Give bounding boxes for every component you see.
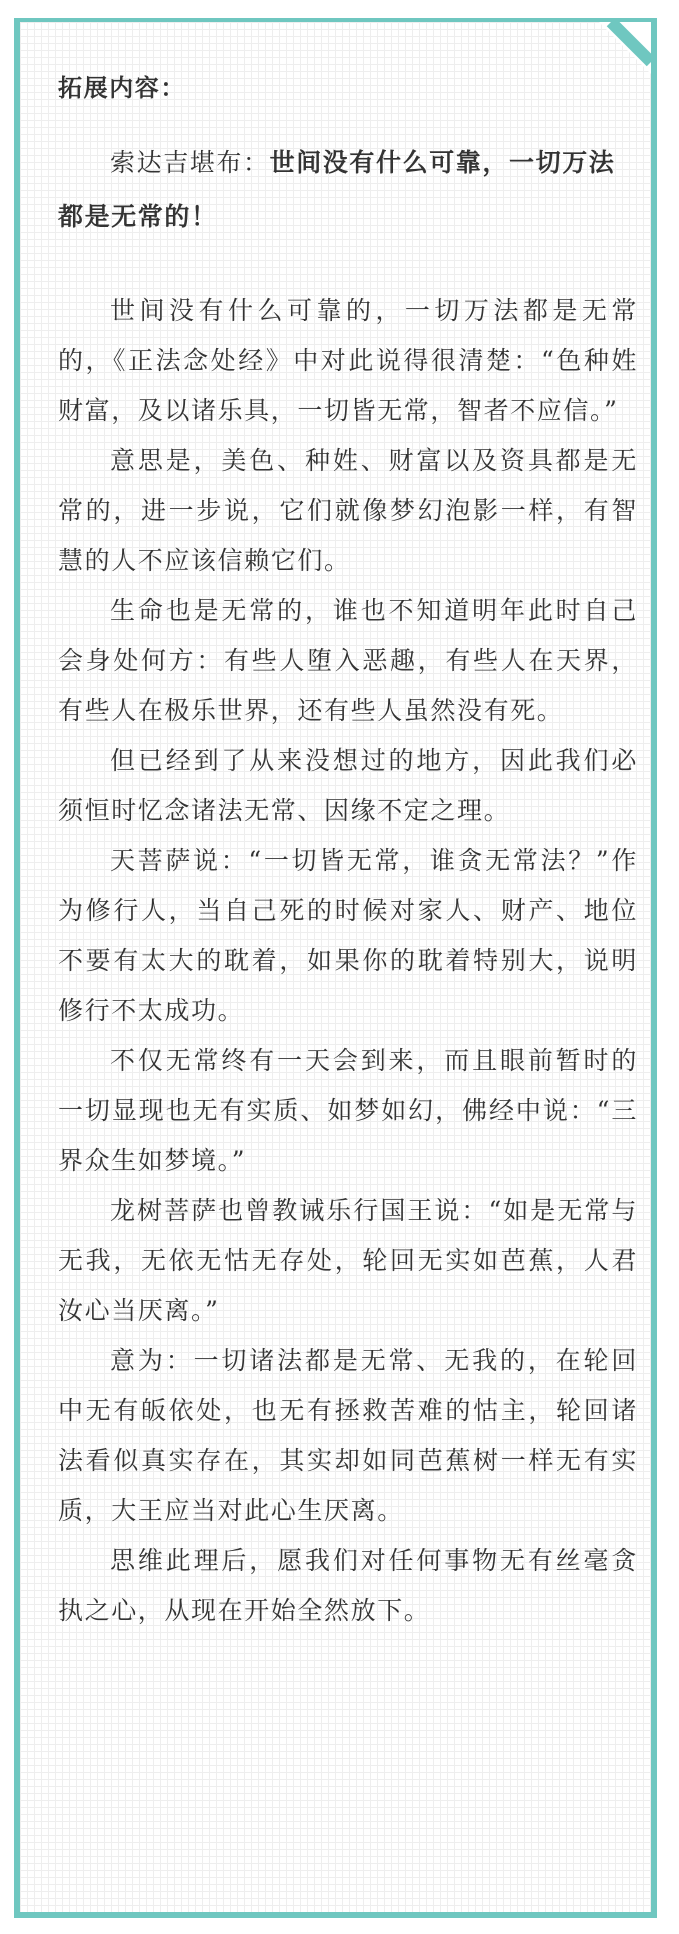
content-frame	[14, 18, 657, 1918]
title-quote: 世间没有什么可靠，一切万法都是无常的！	[58, 148, 616, 231]
paragraph: 不仅无常终有一天会到来，而且眼前暂时的一切显现也无有实质、如梦如幻，佛经中说：“三界众生如梦境。”	[58, 1046, 638, 1175]
article-body	[58, 68, 638, 1636]
paragraph: 龙树菩萨也曾教诫乐行国王说：“如是无常与无我，无依无怙无存处，轮回无实如芭蕉，人君汝心当厌离。”	[58, 1196, 638, 1325]
paragraph: 生命也是无常的，谁也不知道明年此时自己会身处何方：有些人堕入恶趣，有些人在天界，有些人在极乐世界，还有些人虽然没有死。	[58, 596, 638, 725]
paragraph: 思维此理后，愿我们对任何事物无有丝毫贪执之心，从现在开始全然放下。	[58, 1546, 638, 1625]
paragraph: 但已经到了从来没想过的地方，因此我们必须恒时忆念诸法无常、因缘不定之理。	[58, 746, 638, 825]
article-title	[58, 136, 638, 244]
paragraph: 天菩萨说：“一切皆无常，谁贪无常法？”作为修行人，当自己死的时候对家人、财产、地位不要有太大的耽着，如果你的耽着特别大，说明修行不太成功。	[58, 846, 638, 1025]
title-author: 索达吉堪布：	[110, 148, 270, 177]
paragraph: 世间没有什么可靠的，一切万法都是无常的，《正法念处经》中对此说得很清楚：“色种姓财富，及以诸乐具，一切皆无常，智者不应信。”	[58, 296, 638, 425]
section-heading: 拓展内容：	[58, 74, 186, 102]
paragraph: 意思是，美色、种姓、财富以及资具都是无常的，进一步说，它们就像梦幻泡影一样，有智慧的人不应该信赖它们。	[58, 446, 638, 575]
paragraph: 意为：一切诸法都是无常、无我的，在轮回中无有皈依处，也无有拯救苦难的怙主，轮回诸法看似真实存在，其实却如同芭蕉树一样无有实质，大王应当对此心生厌离。	[58, 1346, 638, 1525]
